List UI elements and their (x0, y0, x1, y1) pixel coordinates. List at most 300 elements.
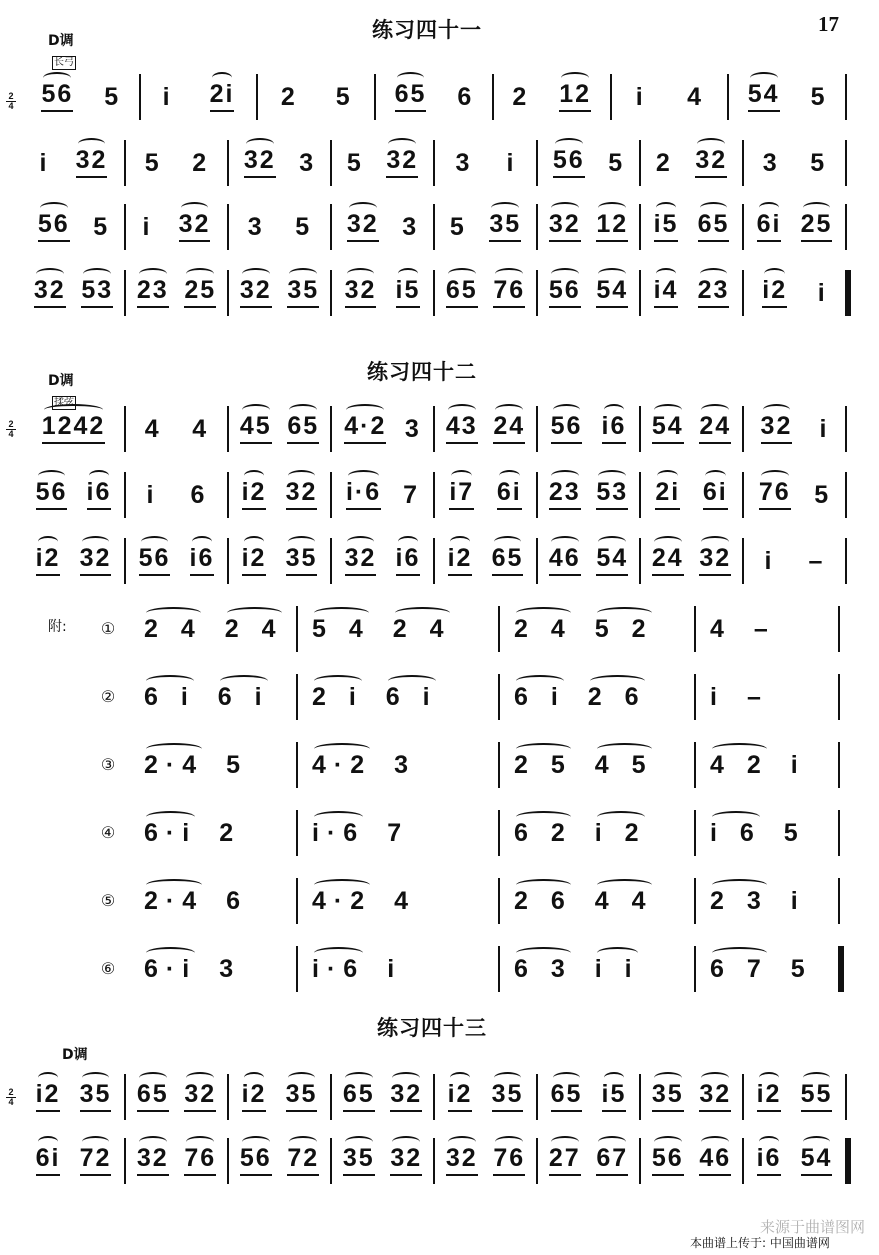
measure (331, 132, 434, 192)
exercise-43-key: D调 (62, 1047, 88, 1063)
barline (498, 946, 500, 992)
barline (498, 742, 500, 788)
ex42-row-3 (0, 530, 879, 590)
note-group: 3 (455, 149, 472, 177)
barline (845, 406, 847, 452)
note-group: i2 (242, 544, 267, 576)
note-group: 35 (286, 544, 318, 576)
measure (140, 666, 300, 726)
note-group: 2 4 (144, 615, 203, 643)
note-group: 2 (219, 819, 242, 847)
measure (308, 938, 498, 998)
note-group: 54 (801, 1144, 833, 1176)
note-group: 56 (551, 412, 583, 444)
note-group: 6i (36, 1144, 61, 1176)
note-group: 7 (403, 481, 420, 509)
measure (125, 132, 228, 192)
appendix-row-2 (0, 666, 879, 726)
note-group: 65 (446, 276, 478, 308)
measure (510, 802, 694, 862)
note-group: 6 3 (514, 955, 573, 983)
measure (331, 1130, 434, 1190)
measure (640, 132, 743, 192)
note-group: 24 (493, 412, 525, 444)
measure (510, 666, 694, 726)
note-group: 2 4 (392, 615, 452, 643)
measure (640, 262, 743, 322)
note-group: 53 (81, 276, 113, 308)
appendix-row-number: ④ (100, 825, 116, 842)
note-group: 32 (76, 146, 108, 178)
note-group: 2 (280, 83, 297, 111)
measure (140, 66, 258, 126)
barline (694, 946, 696, 992)
note-group: i (819, 415, 829, 443)
barline (838, 742, 840, 788)
note-group: 65 (492, 544, 524, 576)
note-group: 56 (652, 1144, 684, 1176)
note-group: 53 (596, 478, 628, 510)
note-group: 4·2 (344, 412, 386, 444)
note-group: 65 (287, 412, 319, 444)
barline (296, 810, 298, 856)
barline (694, 742, 696, 788)
note-group: 4 2 (710, 751, 769, 779)
barline (498, 674, 500, 720)
watermark: 来源于曲谱图网 (759, 1218, 865, 1236)
barline (296, 742, 298, 788)
ex42-row-2 (0, 464, 879, 524)
note-group: i (142, 213, 152, 241)
note-group: 32 (390, 1080, 422, 1112)
note-group: 65 (395, 80, 427, 112)
note-group: 2 6 (514, 887, 573, 915)
time-numerator: 2 (8, 91, 14, 101)
measure (257, 66, 375, 126)
note-group: 2 (192, 149, 209, 177)
note-group: 72 (80, 1144, 112, 1176)
measure (728, 66, 846, 126)
appendix-row-3 (0, 734, 879, 794)
barline (838, 674, 840, 720)
measure (493, 66, 611, 126)
appendix-row-number: ③ (100, 757, 116, 774)
note-group: i6 (87, 478, 112, 510)
note-group: 32 (244, 146, 276, 178)
measure (228, 530, 331, 590)
note-group: i·6 (312, 955, 366, 983)
measure (22, 464, 125, 524)
note-group: 5 (810, 83, 827, 111)
measure (22, 262, 125, 322)
note-group: 46 (699, 1144, 731, 1176)
note-group: 56 (549, 276, 581, 308)
ex43-row-1 (0, 1066, 879, 1126)
note-group: 6 (457, 83, 474, 111)
ex41-row-2 (0, 132, 879, 192)
note-group: 23 (549, 478, 581, 510)
appendix-row-number: ① (100, 621, 116, 638)
note-group: 76 (184, 1144, 216, 1176)
exercise-41-key: D调 (48, 33, 74, 49)
time-numerator: 2 (8, 419, 14, 429)
note-group: 5 (790, 955, 813, 983)
note-group: 5 (608, 149, 625, 177)
note-group: 2 (512, 83, 529, 111)
note-group: 76 (759, 478, 791, 510)
exercise-41-title: 练习四十一 (372, 18, 482, 42)
note-group: 32 (345, 276, 377, 308)
note-group: 5 4 (312, 615, 371, 643)
measure (125, 1066, 228, 1126)
measure (743, 530, 846, 590)
note-group: 32 (347, 210, 379, 242)
note-group: 6 2 (514, 819, 573, 847)
measure (434, 196, 537, 256)
note-group: 3 (402, 213, 419, 241)
measure (140, 598, 300, 658)
note-group: 43 (446, 412, 478, 444)
note-group: 56 (41, 80, 73, 112)
note-group: – (808, 547, 825, 575)
note-group: i·6 (346, 478, 381, 510)
measure (22, 1066, 125, 1126)
note-group: 32 (386, 146, 418, 178)
measure (308, 802, 498, 862)
time-numerator: 2 (8, 1087, 14, 1097)
note-group: 2 (655, 149, 672, 177)
barline (845, 538, 847, 584)
note-group: 35 (287, 276, 319, 308)
note-group: 7 (387, 819, 410, 847)
measure (140, 734, 300, 794)
exercise-43-title: 练习四十三 (377, 1016, 487, 1040)
measure (743, 132, 846, 192)
measure (510, 734, 694, 794)
note-group: 5 (295, 213, 312, 241)
measure (22, 66, 140, 126)
barline (845, 140, 847, 186)
ex42-row-1 (0, 398, 879, 458)
measure (537, 196, 640, 256)
note-group: 2 5 (514, 751, 573, 779)
note-group: 3 (404, 415, 421, 443)
note-group: 35 (489, 210, 521, 242)
note-group: 2i (210, 80, 235, 112)
measure (140, 802, 300, 862)
note-group: 6 i (385, 683, 438, 711)
barline (845, 204, 847, 250)
barline (845, 1138, 851, 1184)
note-group: i (635, 83, 645, 111)
note-group: 32 (699, 1080, 731, 1112)
measure (140, 938, 300, 998)
note-group: 24 (652, 544, 684, 576)
note-group: 55 (801, 1080, 833, 1112)
measure (510, 938, 694, 998)
note-group: 65 (137, 1080, 169, 1112)
note-group: i5 (396, 276, 421, 308)
note-group: 5 (335, 83, 352, 111)
measure (706, 666, 836, 726)
note-group: 5 (346, 149, 363, 177)
note-group: 65 (343, 1080, 375, 1112)
measure (308, 598, 498, 658)
note-group: 56 (240, 1144, 272, 1176)
note-group: i (790, 887, 806, 915)
measure (125, 1130, 228, 1190)
note-group: 54 (596, 276, 628, 308)
note-group: 35 (652, 1080, 684, 1112)
note-group: 4 (394, 887, 417, 915)
note-group: i6 (757, 1144, 782, 1176)
measure (510, 598, 694, 658)
barline (498, 810, 500, 856)
exercise-42-title: 练习四十二 (367, 360, 477, 384)
note-group: 32 (80, 544, 112, 576)
note-group: 5 (104, 83, 121, 111)
appendix-row-number: ② (100, 689, 116, 706)
note-group: i4 (654, 276, 679, 308)
note-group: 12 (559, 80, 591, 112)
barline (296, 878, 298, 924)
note-group: 56 (139, 544, 171, 576)
note-group: i (146, 481, 156, 509)
measure (434, 262, 537, 322)
note-group: i 2 (594, 819, 647, 847)
appendix-label: 附: (48, 619, 67, 635)
measure (140, 870, 300, 930)
note-group: 6·i (144, 955, 198, 983)
appendix-row-4 (0, 802, 879, 862)
measure (331, 398, 434, 458)
note-group: i2 (36, 544, 61, 576)
appendix-row-6 (0, 938, 879, 998)
note-group: 3 (394, 751, 417, 779)
note-group: i·6 (312, 819, 366, 847)
note-group: i (790, 751, 806, 779)
time-denominator: 4 (6, 1097, 16, 1107)
note-group: 4·2 (312, 887, 373, 915)
barline (838, 606, 840, 652)
measure (331, 464, 434, 524)
measure (434, 132, 537, 192)
measure (22, 196, 125, 256)
note-group: 3 (219, 955, 242, 983)
note-group: 67 (596, 1144, 628, 1176)
note-group: 46 (549, 544, 581, 576)
note-group: i i (594, 955, 640, 983)
note-group: i2 (448, 1080, 473, 1112)
note-group: i6 (602, 412, 627, 444)
note-group: 2 i (312, 683, 364, 711)
measure (125, 262, 228, 322)
note-group: 4 4 (594, 887, 654, 915)
note-group: 2·4 (144, 751, 205, 779)
note-group: 35 (343, 1144, 375, 1176)
measure (706, 802, 836, 862)
note-group: 6 (190, 481, 207, 509)
barline (694, 878, 696, 924)
note-group: i (764, 547, 774, 575)
note-group: i2 (242, 1080, 267, 1112)
note-group: 45 (240, 412, 272, 444)
note-group: 4·2 (312, 751, 373, 779)
barline (845, 74, 847, 120)
note-group: – (753, 615, 776, 643)
note-group: i (506, 149, 516, 177)
note-group: 6i (757, 210, 782, 242)
measure (375, 66, 493, 126)
note-group: 5 (814, 481, 831, 509)
appendix-row-number: ⑤ (100, 893, 116, 910)
note-group: 3 (762, 149, 779, 177)
note-group: 5 (783, 819, 806, 847)
measure (537, 1130, 640, 1190)
note-group: 54 (596, 544, 628, 576)
barline (845, 1074, 847, 1120)
measure (331, 530, 434, 590)
barline (296, 606, 298, 652)
measure (743, 196, 846, 256)
measure (125, 398, 228, 458)
exercise-41-instrument: 长弓 (54, 57, 74, 68)
measure (22, 398, 125, 458)
note-group: 4 (687, 83, 704, 111)
note-group: 32 (345, 544, 377, 576)
note-group: 2 6 (587, 683, 647, 711)
note-group: i6 (190, 544, 215, 576)
note-group: i (162, 83, 172, 111)
note-group: 3 (299, 149, 316, 177)
ex41-row-4 (0, 262, 879, 322)
measure (331, 1066, 434, 1126)
measure (125, 530, 228, 590)
note-group: – (746, 683, 769, 711)
note-group: 35 (286, 1080, 318, 1112)
note-group: 76 (493, 276, 525, 308)
measure (125, 464, 228, 524)
measure (537, 132, 640, 192)
note-group: 56 (553, 146, 585, 178)
note-group: 1242 (42, 412, 106, 444)
note-group: 6 i (514, 683, 566, 711)
measure (228, 262, 331, 322)
note-group: i 6 (710, 819, 762, 847)
note-group: 35 (492, 1080, 524, 1112)
note-group: 24 (699, 412, 731, 444)
barline (694, 810, 696, 856)
barline (694, 674, 696, 720)
measure (611, 66, 729, 126)
measure (331, 196, 434, 256)
measure (228, 132, 331, 192)
page-number: 17 (818, 12, 839, 36)
note-group: 2 4 (224, 615, 284, 643)
note-group: i2 (757, 1080, 782, 1112)
note-group: 32 (184, 1080, 216, 1112)
note-group: 5 2 (594, 615, 654, 643)
measure (743, 1130, 846, 1190)
barline (498, 878, 500, 924)
note-group: 5 (810, 149, 827, 177)
note-group: 6 7 (710, 955, 769, 983)
measure (640, 1066, 743, 1126)
note-group: i2 (242, 478, 267, 510)
measure (434, 464, 537, 524)
measure (743, 1066, 846, 1126)
note-group: 56 (36, 478, 68, 510)
note-group: 4 (710, 615, 732, 643)
measure (640, 464, 743, 524)
measure (537, 1066, 640, 1126)
footer-source: 本曲谱上传于: 中国曲谱网 (690, 1236, 830, 1250)
measure (434, 1066, 537, 1126)
note-group: 23 (698, 276, 730, 308)
measure (537, 398, 640, 458)
measure (640, 1130, 743, 1190)
measure (434, 530, 537, 590)
note-group: 32 (446, 1144, 478, 1176)
measure (434, 1130, 537, 1190)
appendix-row-1 (0, 598, 879, 658)
note-group: 32 (761, 412, 793, 444)
note-group: i5 (654, 210, 679, 242)
measure (640, 530, 743, 590)
measure (331, 262, 434, 322)
measure (434, 398, 537, 458)
note-group: 65 (698, 210, 730, 242)
measure (743, 398, 846, 458)
measure (308, 666, 498, 726)
note-group: i (387, 955, 403, 983)
note-group: 5 (226, 751, 249, 779)
measure (228, 464, 331, 524)
barline (296, 674, 298, 720)
barline (498, 606, 500, 652)
note-group: 2·4 (144, 887, 205, 915)
barline (694, 606, 696, 652)
note-group: 32 (286, 478, 318, 510)
note-group: i2 (36, 1080, 61, 1112)
measure (22, 132, 125, 192)
measure (22, 1130, 125, 1190)
note-group: 25 (184, 276, 216, 308)
note-group: 32 (549, 210, 581, 242)
note-group: 35 (80, 1080, 112, 1112)
measure (743, 464, 846, 524)
note-group: 32 (179, 210, 211, 242)
measure (706, 598, 836, 658)
measure (228, 398, 331, 458)
measure (228, 196, 331, 256)
measure (706, 938, 836, 998)
note-group: 54 (652, 412, 684, 444)
note-group: 4 5 (594, 751, 654, 779)
note-group: i2 (448, 544, 473, 576)
note-group: 12 (596, 210, 628, 242)
measure (537, 464, 640, 524)
note-group: 2i (655, 478, 680, 510)
note-group: 32 (34, 276, 66, 308)
barline (296, 946, 298, 992)
note-group: 32 (240, 276, 272, 308)
note-group: 6 (226, 887, 249, 915)
note-group: i5 (602, 1080, 627, 1112)
ex41-row-3 (0, 196, 879, 256)
note-group: 3 (247, 213, 264, 241)
note-group: 5 (144, 149, 161, 177)
